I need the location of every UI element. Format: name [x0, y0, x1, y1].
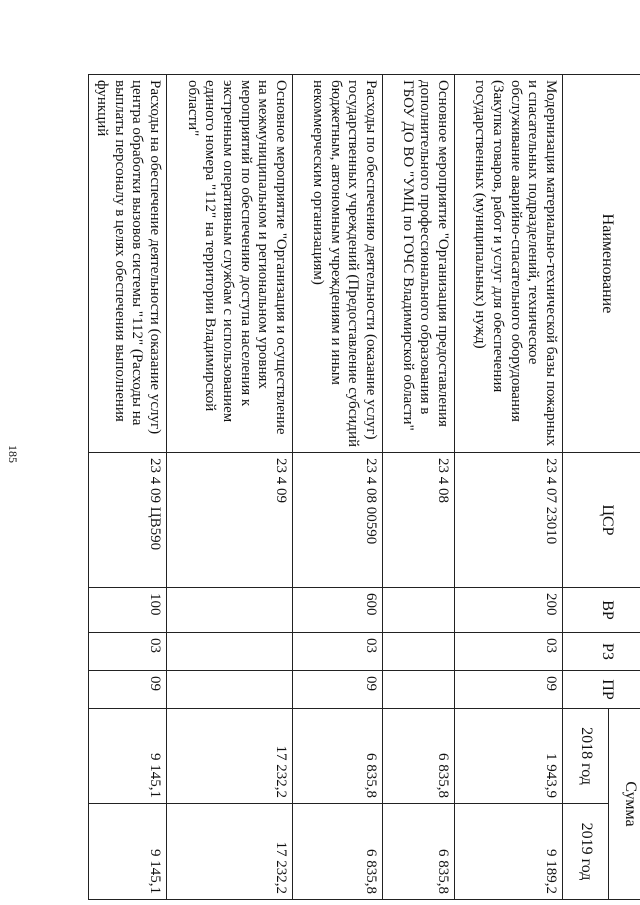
- row-pr: 09: [455, 671, 563, 709]
- header-sum: Сумма: [609, 709, 640, 900]
- row-rz: 03: [293, 633, 383, 671]
- rotated-page: [82, 74, 640, 899]
- row-2018: 9 145,1: [89, 709, 167, 804]
- table-row: [167, 75, 293, 900]
- header-pr: ПР: [563, 671, 640, 709]
- row-pr: [383, 671, 455, 709]
- row-csr: 23 4 09 ЦВ590: [89, 453, 167, 588]
- header-vr: ВР: [563, 588, 640, 633]
- budget-table: [88, 74, 640, 900]
- header-2019: 2019 год: [563, 804, 609, 900]
- row-csr: 23 4 07 23010: [455, 453, 563, 588]
- row-2019: 9 189,2: [455, 804, 563, 900]
- row-rz: 03: [89, 633, 167, 671]
- row-vr: [383, 588, 455, 633]
- header-row-1: [609, 75, 640, 900]
- row-2018: 6 835,8: [293, 709, 383, 804]
- row-pr: 09: [293, 671, 383, 709]
- header-rz: РЗ: [563, 633, 640, 671]
- row-name: Модернизация материально-технической базы пожарных и спасательных подразделений, техническое обслуживание аварийно-спасательного оборудования (Закупка товаров, работ и услуг для обеспечения государственных (муниципальных) нужд): [455, 75, 563, 453]
- row-name: Расходы по обеспечению деятельности (оказание услуг) государственных учреждений (Предоставление субсидий бюджетным, автономным учреждениям и иным некоммерческим организациям): [293, 75, 383, 453]
- row-2019: 9 145,1: [89, 804, 167, 900]
- row-name: Основное мероприятие "Организация и осуществление на межмуниципальном и региональном уровнях мероприятий по обеспечению доступа населения к экстренным оперативным службам с использованием единого номера "112" на территории Владимирской области": [167, 75, 293, 453]
- row-csr: 23 4 08: [383, 453, 455, 588]
- header-csr: ЦСР: [563, 453, 640, 588]
- row-name: Расходы на обеспечение деятельности (оказание услуг) центра обработки вызовов системы "112" (Расходы на выплаты персоналу в целях обеспечения выполнения функций: [89, 75, 167, 453]
- table-row: [293, 75, 383, 900]
- row-csr: 23 4 09: [167, 453, 293, 588]
- row-2018: 17 232,2: [167, 709, 293, 804]
- header-name: Наименование: [563, 75, 640, 453]
- table-row: [383, 75, 455, 900]
- row-rz: [167, 633, 293, 671]
- row-vr: 200: [455, 588, 563, 633]
- row-2018: 6 835,8: [383, 709, 455, 804]
- row-pr: [167, 671, 293, 709]
- table-row: [455, 75, 563, 900]
- row-pr: 09: [89, 671, 167, 709]
- row-vr: 100: [89, 588, 167, 633]
- row-name: Основное мероприятие "Организация предоставления дополнительного профессионального образования в ГБОУ ДО ВО "УМЦ по ГОЧС Владимирской области": [383, 75, 455, 453]
- page-number: 185: [6, 445, 20, 463]
- row-2019: 17 232,2: [167, 804, 293, 900]
- row-vr: [167, 588, 293, 633]
- row-2019: 6 835,8: [383, 804, 455, 900]
- row-vr: 600: [293, 588, 383, 633]
- row-2018: 1 943,9: [455, 709, 563, 804]
- row-rz: [383, 633, 455, 671]
- row-2019: 6 835,8: [293, 804, 383, 900]
- row-csr: 23 4 08 00590: [293, 453, 383, 588]
- row-rz: 03: [455, 633, 563, 671]
- table-row: [89, 75, 167, 900]
- header-2018: 2018 год: [563, 709, 609, 804]
